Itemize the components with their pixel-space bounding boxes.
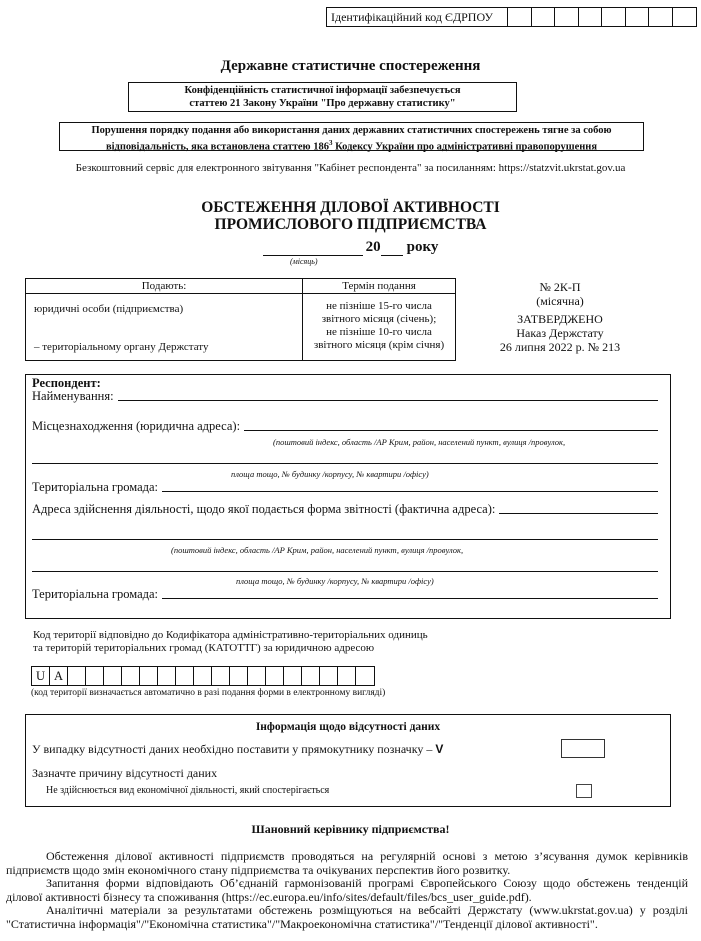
edrpou-digit-cell[interactable] (602, 8, 626, 26)
edrpou-digit-cell[interactable] (532, 8, 556, 26)
katottg-cell[interactable] (86, 667, 104, 685)
intro-paragraph-1: Обстеження ділової активності підприємств проводяться на регулярній основі з метою з’ясування думок керівників підприємств щодо змін економічного стану підприємства та очікуваних перспектив його розвитку. (6, 849, 688, 877)
deadline-line: не пізніше 15-го числа (326, 300, 432, 312)
form-title (0, 199, 701, 233)
community-row-2 (32, 587, 658, 602)
electronic-service-notice: Безкоштовний сервіс для електронного звітування "Кабінет респондента" за посиланням: https://statzvit.ukrstat.gov.ua (75, 162, 626, 174)
katottg-cell[interactable] (212, 667, 230, 685)
katottg-cell[interactable] (176, 667, 194, 685)
katottg-cell[interactable] (194, 667, 212, 685)
respondent-title: Респондент: (32, 376, 101, 390)
no-data-instruction (32, 742, 443, 757)
form-approval-info (470, 280, 650, 354)
state-observation-heading: Державне статистичне спостереження (220, 58, 481, 74)
katottg-cell[interactable] (122, 667, 140, 685)
confidentiality-line-2: статтею 21 Закону України "Про державну статистику" (189, 98, 456, 109)
liability-text-a: відповідальність, яка встановлена статтею 186 (105, 141, 329, 153)
submitters-header: Подають: (141, 280, 187, 292)
katottg-cell[interactable] (158, 667, 176, 685)
liability-line-1: Порушення порядку подання або використання даних державних статистичних спостережень тягне за собою (91, 125, 612, 136)
no-data-title: Інформація щодо відсутності даних (255, 721, 441, 733)
month-input[interactable] (263, 241, 363, 256)
legal-address-hint-1: (поштовий індекс, область /АР Крим, район, населений пункт, вулиця /провулок, (273, 437, 566, 447)
submission-table (25, 278, 456, 361)
edrpou-digit-cell[interactable] (579, 8, 603, 26)
edrpou-code-field (326, 7, 697, 27)
legal-address-row (32, 419, 658, 434)
edrpou-label: Ідентифікаційний код ЄДРПОУ (327, 8, 508, 26)
no-data-instruction-text: У випадку відсутності даних необхідно поставити у прямокутнику позначку – (32, 742, 436, 756)
liability-notice (59, 122, 644, 151)
deadline-text (303, 300, 455, 352)
form-title-line-1: ОБСТЕЖЕННЯ ДІЛОВОЇ АКТИВНОСТІ (201, 199, 500, 216)
reason-label: Зазначте причину відсутності даних (32, 766, 218, 780)
edrpou-digit-cell[interactable] (626, 8, 650, 26)
liability-line-2 (60, 137, 643, 154)
community-row (32, 480, 658, 495)
deadline-line: звітного місяця (січень); (321, 313, 437, 325)
legal-address-label: Місцезнаходження (юридична адреса): (32, 419, 241, 433)
katottg-cell[interactable] (68, 667, 86, 685)
katottg-cell[interactable] (338, 667, 356, 685)
respondent-name-row (32, 389, 658, 404)
reporting-period (0, 239, 701, 256)
form-title-line-2: ПРОМИСЛОВОГО ПІДПРИЄМСТВА (214, 216, 487, 233)
actual-address-input-line-2[interactable] (32, 539, 658, 540)
katottg-cell[interactable] (284, 667, 302, 685)
introduction-text (6, 850, 688, 931)
reason-option-checkbox[interactable] (576, 784, 592, 798)
community-input[interactable] (162, 490, 658, 492)
reason-option-label: Не здійснюється вид економічної діяльності, який спостерігається (46, 785, 330, 796)
edrpou-digit-cell[interactable] (555, 8, 579, 26)
katottg-hint: (код території визначається автоматично в разі подання форми в електронному вигляді) (31, 688, 386, 698)
intro-paragraph-2: Запитання форми відповідають Об’єднаній гармонізованій програмі Європейського Союзу щодо обстежень тенденцій ділової активності бізнесу та споживання (https://ec.europa.eu/info/sites/default/files/bcs_user_guide.pdf). (6, 876, 688, 904)
community-label: Територіальна громада: (32, 480, 159, 494)
edrpou-digit-cell[interactable] (673, 8, 697, 26)
katottg-cell: U (32, 667, 50, 685)
katottg-cell[interactable] (140, 667, 158, 685)
katottg-cell: A (50, 667, 68, 685)
form-periodicity: (місячна) (536, 294, 584, 308)
katottg-description (33, 629, 428, 655)
legal-address-input-line-2[interactable] (32, 463, 658, 464)
katottg-line-1: Код території відповідно до Кодифікатора адміністративно-територіальних одиниць (33, 629, 428, 641)
no-data-checkbox[interactable] (561, 739, 605, 758)
deadline-line: звітного місяця (крім січня) (313, 339, 445, 351)
actual-address-hint-2: площа тощо, № будинку /корпусу, № квартири /офісу) (236, 576, 434, 586)
katottg-code-grid (31, 666, 375, 686)
confidentiality-line-1: Конфіденційність статистичної інформації забезпечується (184, 85, 461, 96)
confidentiality-notice (128, 82, 517, 112)
actual-address-input[interactable] (499, 512, 658, 514)
submitter-recipient: – територіальному органу Держстату (34, 341, 209, 353)
deadline-header: Термін подання (342, 280, 416, 292)
year-input[interactable] (381, 241, 403, 256)
legal-address-hint-2: площа тощо, № будинку /корпусу, № квартири /офісу) (231, 469, 429, 479)
approval-order: Наказ Держстату (516, 326, 604, 340)
form-number: № 2К-П (539, 280, 581, 294)
month-hint: (місяць) (290, 257, 318, 266)
year-prefix: 20 (365, 239, 381, 255)
actual-address-hint-1: (поштовий індекс, область /АР Крим, район, населений пункт, вулиця /провулок, (171, 545, 464, 555)
katottg-cell[interactable] (356, 667, 374, 685)
katottg-cell[interactable] (248, 667, 266, 685)
actual-address-row (32, 502, 658, 517)
liability-text-b: Кодексу України про адміністративні правопорушення (332, 141, 598, 153)
community-label-2: Територіальна громада: (32, 587, 159, 601)
no-data-section (25, 714, 671, 807)
edrpou-digit-cell[interactable] (508, 8, 532, 26)
approval-date: 26 липня 2022 р. № 213 (499, 340, 621, 354)
respondent-section (25, 374, 671, 619)
respondent-name-label: Найменування: (32, 389, 114, 403)
katottg-cell[interactable] (230, 667, 248, 685)
katottg-cell[interactable] (320, 667, 338, 685)
greeting-heading: Шановний керівнику підприємства! (251, 822, 450, 836)
deadline-line: не пізніше 10-го числа (326, 326, 432, 338)
respondent-name-input[interactable] (118, 399, 658, 401)
katottg-cell[interactable] (302, 667, 320, 685)
intro-paragraph-3: Аналітичні матеріали за результатами обстежень розміщуються на вебсайті Держстату (www.ukrstat.gov.ua) у розділі "Статистична інформація"/"Економічна статистика"/"Макроекономічна статистика"/"Тенденції ділової активності". (6, 903, 688, 931)
year-suffix: року (406, 239, 439, 255)
submitter-legal-entities: юридичні особи (підприємства) (34, 303, 184, 315)
edrpou-digit-cell[interactable] (649, 8, 673, 26)
katottg-cell[interactable] (266, 667, 284, 685)
legal-address-input[interactable] (244, 429, 658, 431)
approved-label: ЗАТВЕРДЖЕНО (517, 312, 603, 326)
katottg-line-2: та територій територіальних громад (КАТОТТГ) за юридичною адресою (33, 642, 375, 654)
katottg-cell[interactable] (104, 667, 122, 685)
article-superscript: 3 (328, 139, 333, 147)
checkmark-symbol: V (435, 742, 444, 756)
community-input-2[interactable] (162, 597, 658, 599)
actual-address-input-line-3[interactable] (32, 571, 658, 572)
actual-address-label: Адреса здійснення діяльності, щодо якої подається форма звітності (фактична адреса): (32, 502, 496, 516)
